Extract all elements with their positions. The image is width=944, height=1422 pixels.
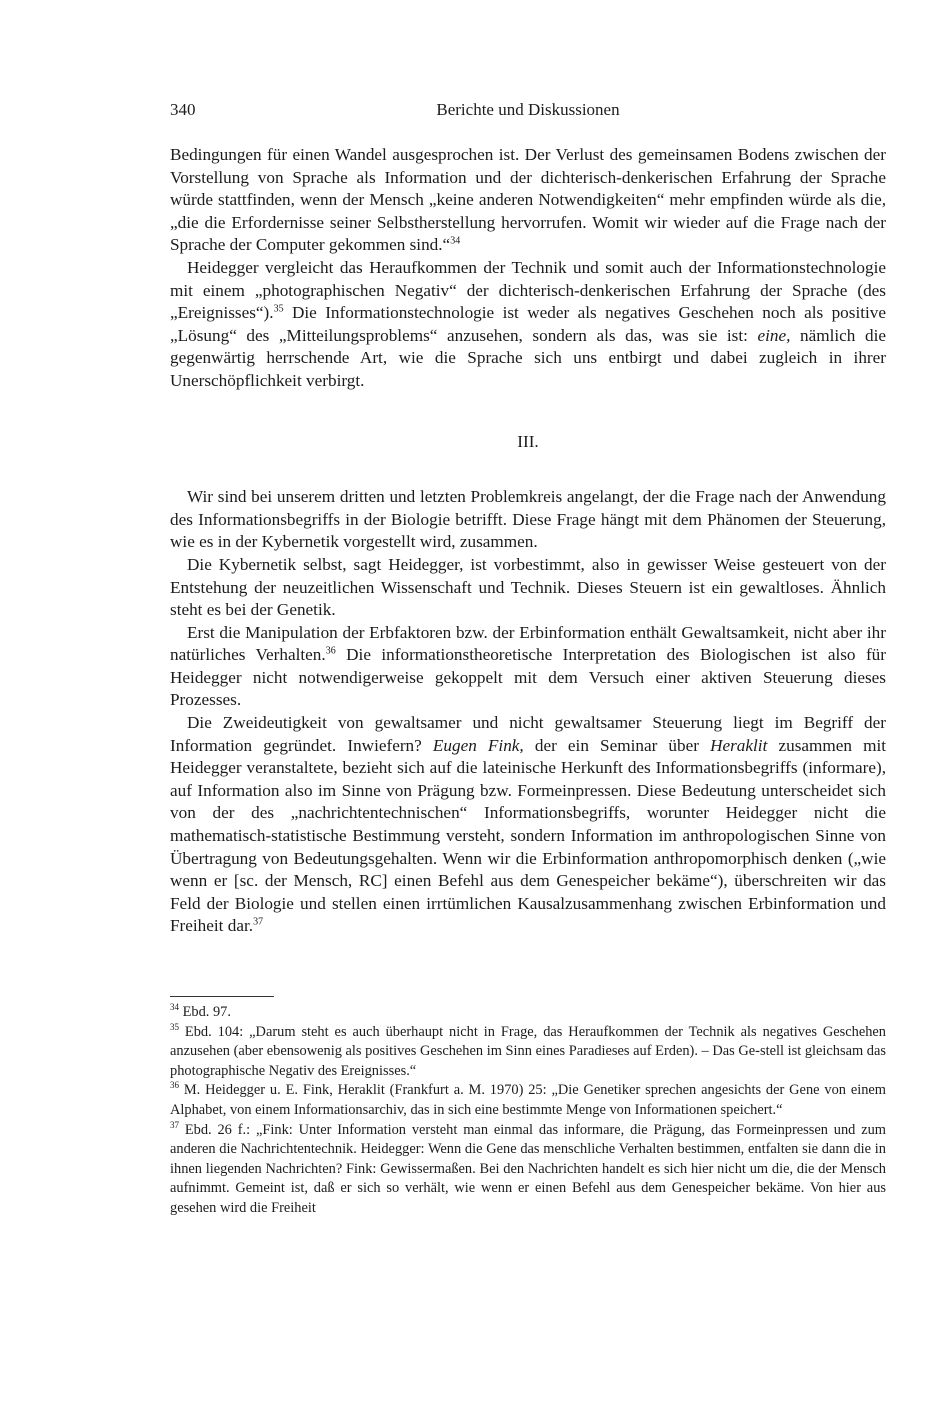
emphasis-eugen-fink: Eugen Fink, xyxy=(432,735,524,755)
paragraph-2: Heidegger vergleicht das Heraufkommen der Technik und somit auch der Informationstechnologie mit einem „photographischen Negativ“ der dichterisch-denkerischen Erfahrung der Sprache (des „Ereignisses“).$^{35}$ Die Informationstechnologie ist weder als negatives Geschehen noch als positive „Lösung“ des „Mitteilungsproblems“ anzusehen, sondern als das, was sie ist: eine, nämlich die gegenwärtig herrschende Art, wie die Sprache sich uns entbirgt und dabei zugleich in ihrer Unerschöpflichkeit verbirgt. xyxy=(170,257,886,390)
emphasis-heraklit: Heraklit xyxy=(710,735,768,755)
page-header xyxy=(170,100,886,126)
footnote-ref-37: 37 xyxy=(253,916,264,928)
footnote-ref-34: 34 xyxy=(450,235,461,247)
paragraph-5: Erst die Manipulation der Erbfaktoren bzw. der Erbinformation enthält Gewaltsamkeit, nicht aber ihr natürliches Verhalten.$^{36}$ Die informationstheoretische Interpretation des Biologischen ist also für Heidegger nicht notwendigerweise gekoppelt mit dem Versuch einer aktiven Steuerung dieses Prozesses. xyxy=(170,622,886,710)
footnote-35: $^{35}$ Ebd. 104: „Darum steht es auch überhaupt nicht in Frage, das Heraufkommen der Technik als negatives Geschehen anzusehen (aber ebensowenig als positives Geschehen im Sinn eines Paradieses auf Erden). – Das Ge-stell ist gleichsam das photographische Negativ des Ereignisses.“ xyxy=(170,1021,886,1079)
footnote-36: $^{36}$ M. Heidegger u. E. Fink, Heraklit (Frankfurt a. M. 1970) 25: „Die Genetiker sprechen angesichts der Gene von einem Alphabet, von einem Informationsarchiv, das in sich eine bestimmte Menge von Informationen speichert.“ xyxy=(170,1080,886,1118)
paragraph-1: Bedingungen für einen Wandel ausgesprochen ist. Der Verlust des gemeinsamen Bodens zwischen der Vorstellung von Sprache als Information und der dichterisch-denkerischen Erfahrung der Sprache würde stattfinden, wenn der Mensch „keine anderen Notwendigkeiten“ mehr empfinden würde als die, „die die Erfordernisse seiner Selbstherstellung hervorrufen. Womit wir wieder auf die Frage nach der Sprache der Computer gekommen sind.“$^{34}$ xyxy=(170,145,886,255)
emphasis-eine: eine, xyxy=(757,325,791,345)
footnote-ref-36: 36 xyxy=(325,645,336,657)
footnote-ref-35: 35 xyxy=(273,303,284,315)
footnote-34: $^{34}$ Ebd. 97. xyxy=(170,1002,231,1020)
footnotes xyxy=(170,1003,886,1219)
paragraph-6: Die Zweideutigkeit von gewaltsamer und nicht gewaltsamer Steuerung liegt im Begriff der Information gegründet. Inwiefern? Eugen Fink, der ein Seminar über Heraklit zusammen mit Heidegger veranstaltete, bezieht sich auf die lateinische Herkunft des Informationsbegriffs (informare), auf Information also im Sinne von Prägung bzw. Formeinpressen. Diese Bedeutung unterscheidet sich von der des „nachrichtentechnischen“ Informationsbegriffs, worunter Heidegger nicht die mathematisch-statistische Bestimmung versteht, sondern Information im anthropologischen Sinne von Übertragung von Bedeutungsgehalten. Wenn wir die Erbinformation anthropomorphisch denken („wie wenn er [sc. der Mensch, RC] einen Befehl aus dem Genespeicher bekäme“), überschreiten wir das Feld der Biologie und stellen einen irrtümlichen Kausalzusammenhang zwischen Erbinformation und Freiheit dar.$^{37}$ xyxy=(170,713,887,936)
footnote-divider xyxy=(170,996,274,997)
body-text xyxy=(170,144,886,938)
footnote-37: $^{37}$ Ebd. 26 f.: „Fink: Unter Information versteht man einmal das informare, die Prägung, das Formeinpressen und zum anderen die Nachrichtentechnik. Heidegger: Wenn die Gene das menschliche Verhalten bestimmen, entfalten sie dann die in ihnen liegenden Nachrichten? Fink: Gewissermaßen. Bei den Nachrichten handelt es sich hier nicht um die, die der Mensch aufnimmt. Gemeint ist, daß er sich so verhält, wie wenn er einen Befehl aus dem Genespeicher bekäme. Von hier aus gesehen wird die Freiheit xyxy=(170,1119,886,1216)
page-number: 340 xyxy=(170,100,196,119)
running-title: Berichte und Diskussionen xyxy=(436,100,620,119)
paragraph-4: Die Kybernetik selbst, sagt Heidegger, ist vorbestimmt, also in gewisser Weise gesteuert von der Entstehung der neuzeitlichen Wissenschaft und Technik. Dieses Steuern ist ein gewaltloses. Ähnlich steht es bei der Genetik. xyxy=(170,554,886,620)
paragraph-3: Wir sind bei unserem dritten und letzten Problemkreis angelangt, der die Frage nach der Anwendung des Informationsbegriffs in der Biologie betrifft. Diese Frage hängt mit dem Phänomen der Steuerung, wie es in der Kybernetik vorgestellt wird, zusammen. xyxy=(170,487,886,552)
section-heading: III. xyxy=(517,431,539,451)
